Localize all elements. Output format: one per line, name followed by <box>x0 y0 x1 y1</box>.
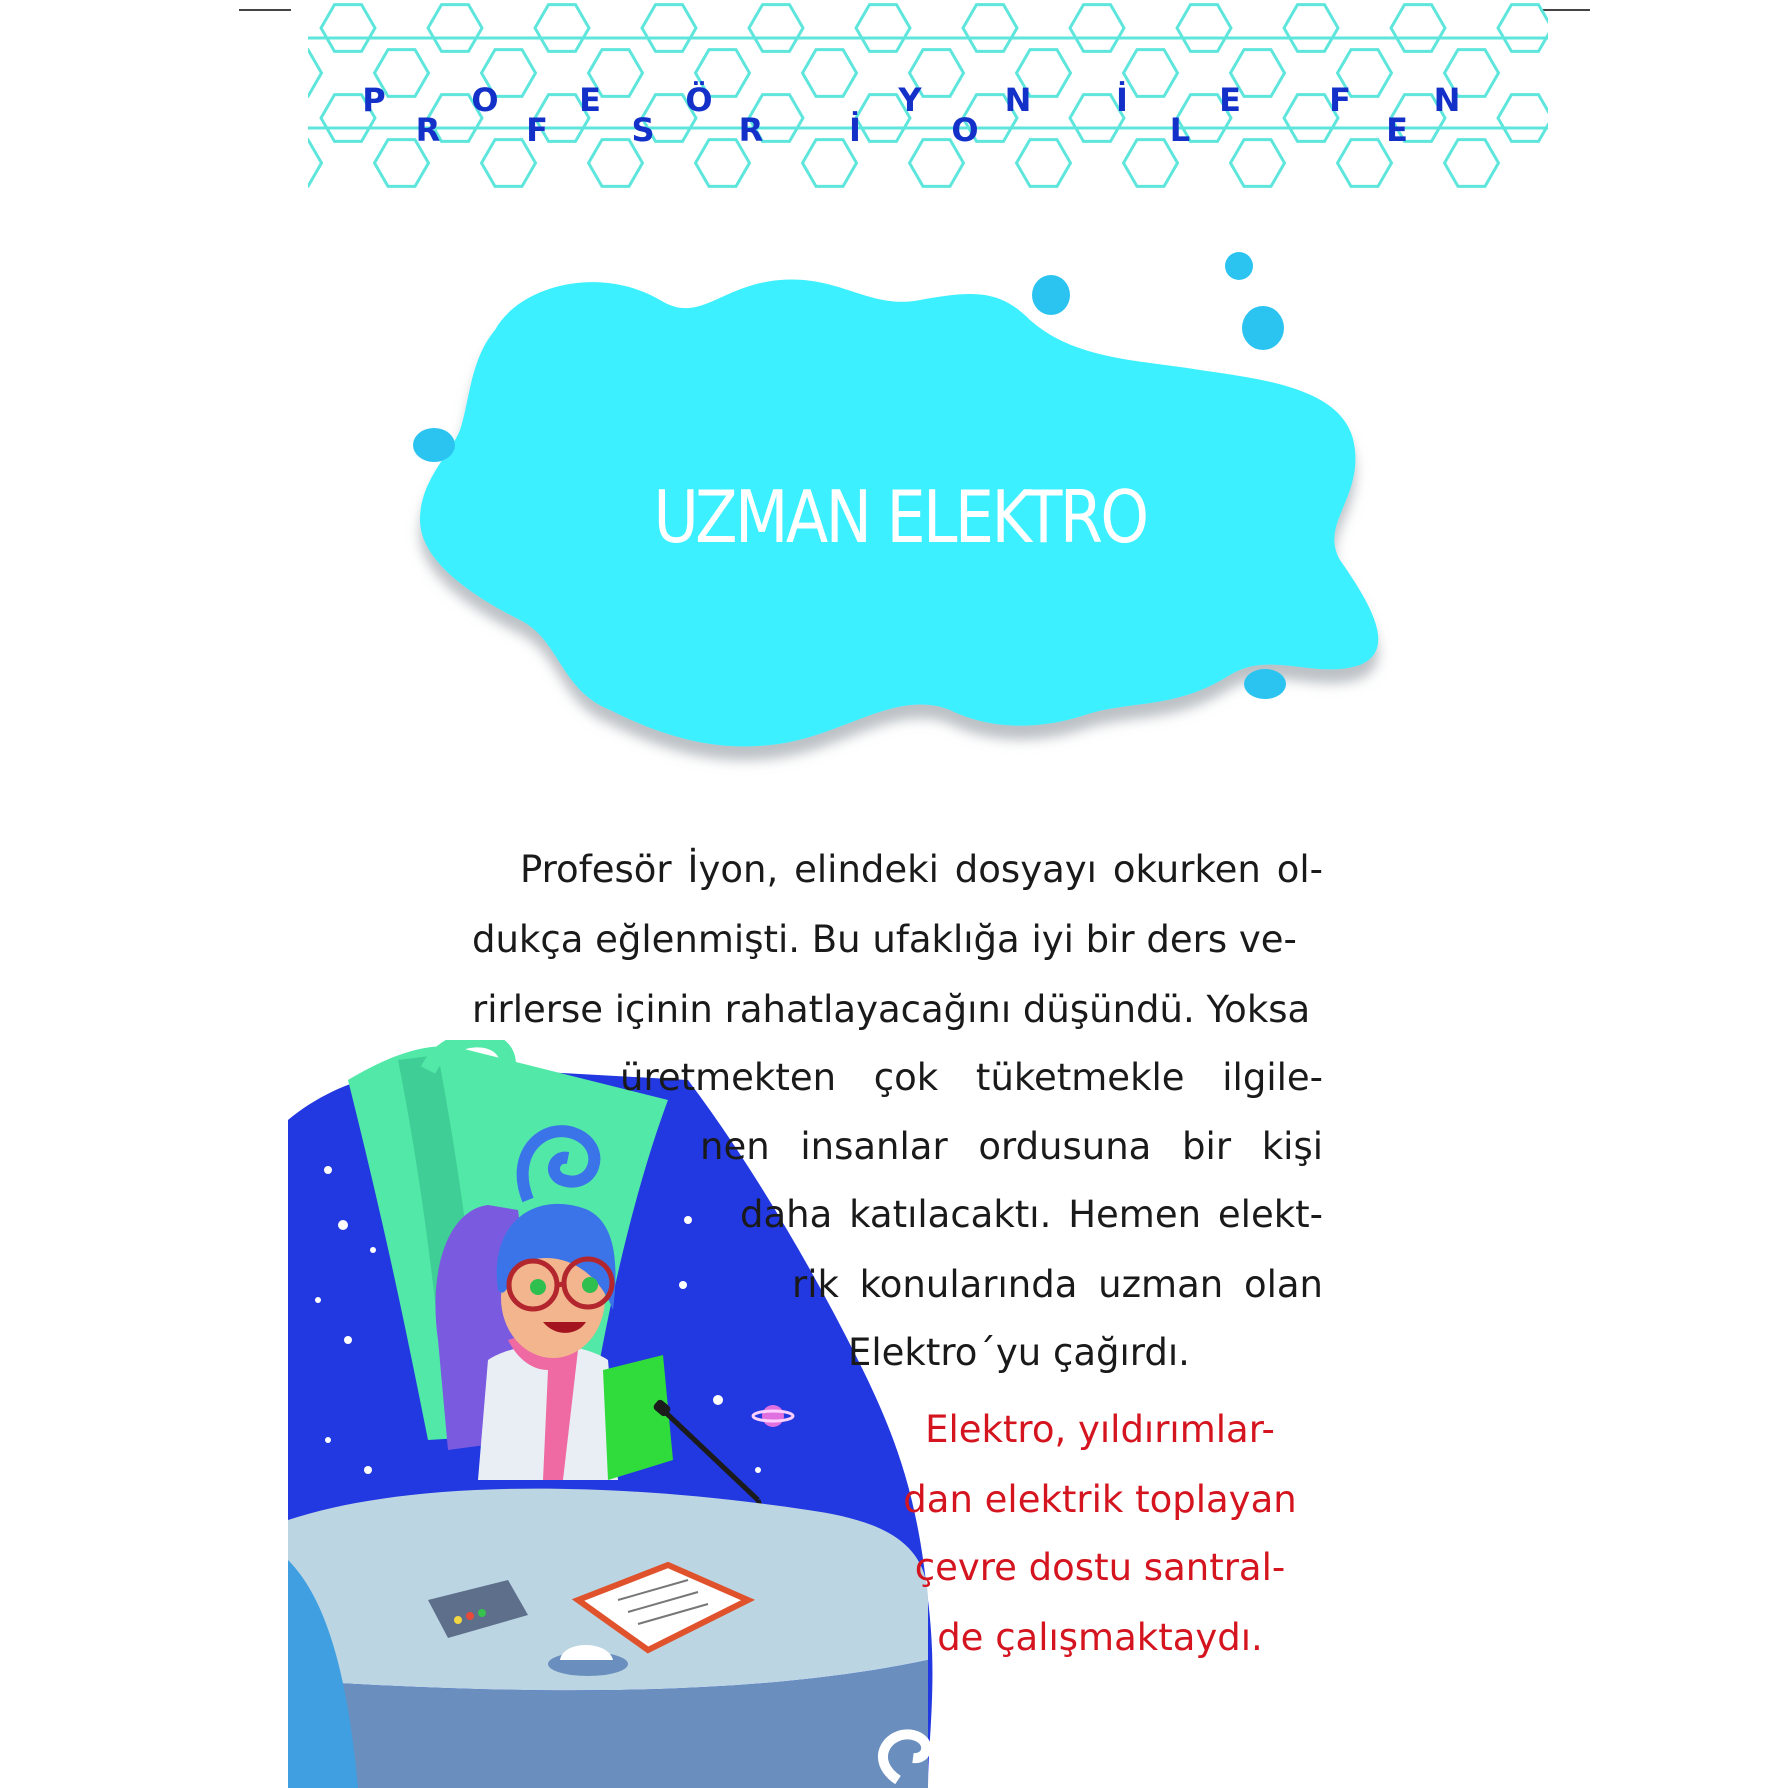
body-line: rik konularında uzman olan <box>792 1263 1323 1306</box>
series-title-letter: R <box>738 111 764 149</box>
splash-dot <box>1244 669 1286 699</box>
body-line: üretmekten çok tüketmekle ilgile- <box>620 1056 1323 1099</box>
series-title-letter: O <box>951 111 979 149</box>
series-title-letter: R <box>415 111 441 149</box>
title-splash-blob <box>0 0 1788 780</box>
chapter-title: UZMAN ELEKTRO <box>653 475 1147 559</box>
series-title-letter: F <box>526 111 548 149</box>
series-title-letter: P <box>362 81 386 119</box>
body-line: daha katılacaktı. Hemen elekt- <box>740 1193 1323 1236</box>
series-title-letter: L <box>1169 111 1191 149</box>
series-title-letter: N <box>1433 81 1461 119</box>
series-title-letter: İ <box>1116 81 1128 119</box>
series-title-letter: N <box>1004 81 1032 119</box>
series-title-letter: E <box>1386 111 1408 149</box>
series-title-letter: E <box>1219 81 1241 119</box>
series-title-letter: E <box>579 81 601 119</box>
body-line: nen insanlar ordusuna bir kişi <box>700 1125 1323 1168</box>
series-title-letter: Y <box>898 81 922 119</box>
body-line: Profesör İyon, elindeki dosyayı okurken ol- <box>520 848 1323 891</box>
series-title-letter: O <box>471 81 499 119</box>
series-title-letter: İ <box>849 111 861 149</box>
highlight-line: çevre dostu santral- <box>914 1546 1286 1589</box>
series-title-letter: S <box>631 111 655 149</box>
splash-dot <box>1225 252 1253 280</box>
body-line: dukça eğlenmişti. Bu ufaklığa iyi bir ders ve- <box>472 918 1297 961</box>
series-title-letter: F <box>1329 81 1351 119</box>
splash-dot <box>1032 275 1070 315</box>
highlight-line: de çalışmaktaydı. <box>937 1616 1263 1659</box>
body-line: rirlerse içinin rahatlayacağını düşündü. Yoksa <box>472 988 1311 1031</box>
body-line: Elektro´yu çağırdı. <box>848 1331 1190 1374</box>
splash-dot <box>413 428 455 462</box>
series-title-letter: Ö <box>685 81 713 119</box>
highlight-line: dan elektrik toplayan <box>903 1478 1297 1521</box>
highlight-line: Elektro, yıldırımlar- <box>925 1408 1275 1451</box>
splash-dot <box>1242 306 1284 350</box>
folder-icon <box>603 1355 673 1480</box>
